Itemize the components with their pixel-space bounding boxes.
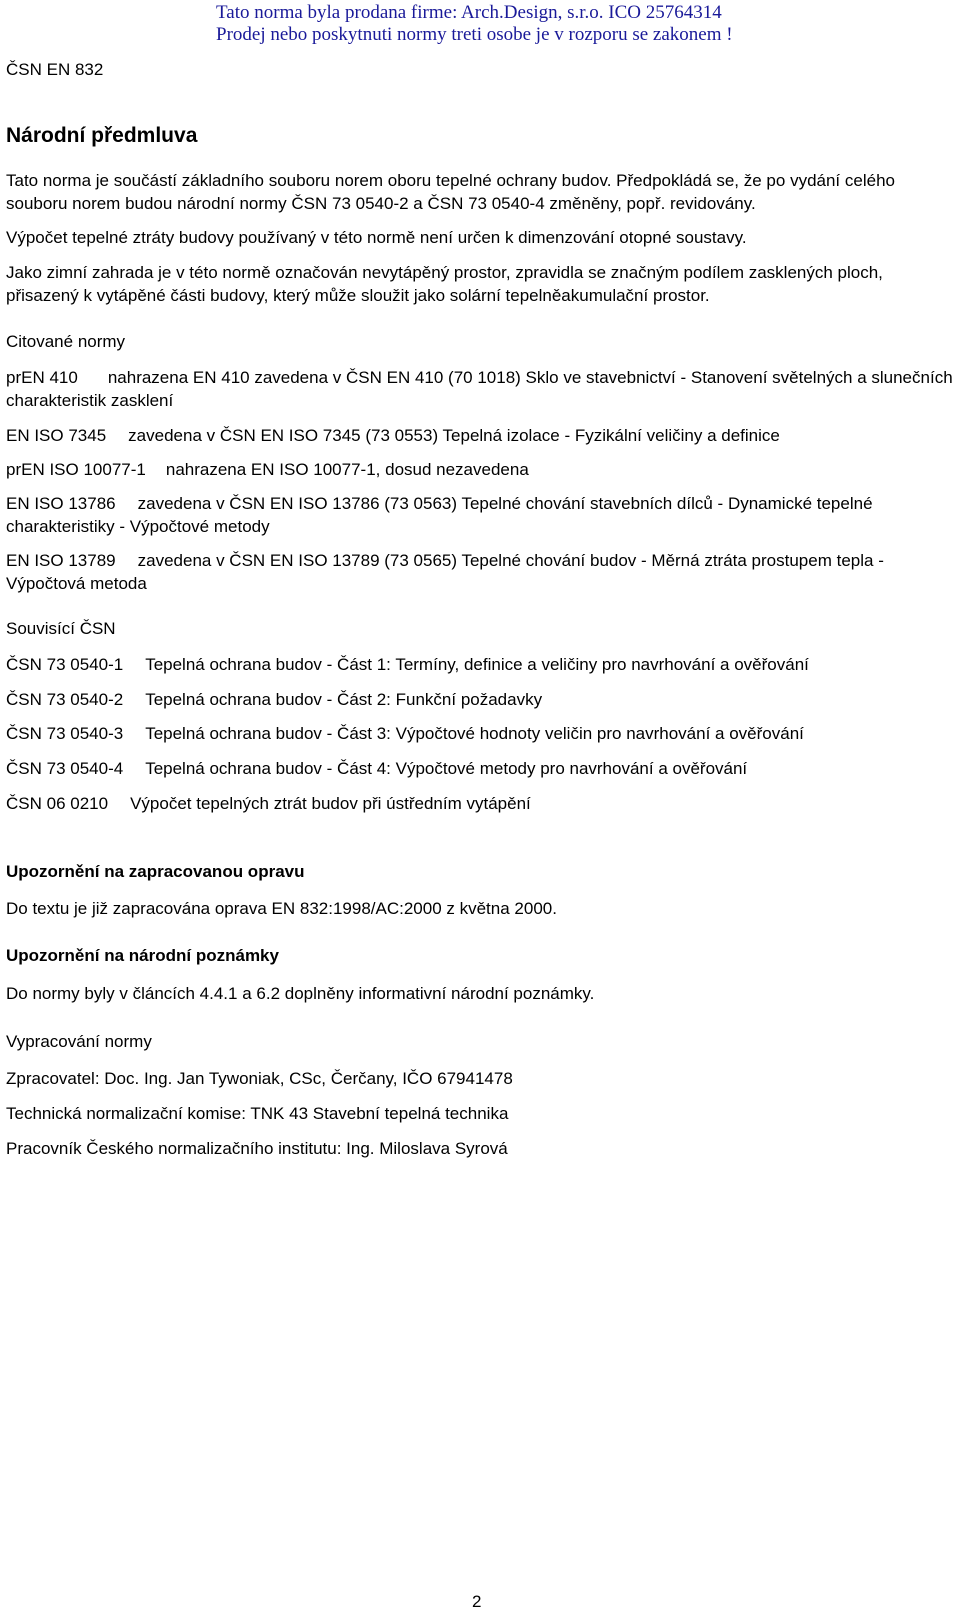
cited-text: zavedena v ČSN EN ISO 13789 (73 0565) Tepelné chování budov - Měrná ztráta prostupem tepla - Výpočtová metoda [6, 551, 884, 593]
intro-paragraph-2: Výpočet tepelné ztráty budovy používaný v této normě není určen k dimenzování otopné soustavy. [6, 228, 747, 247]
related-text: Tepelná ochrana budov - Část 4: Výpočtové metody pro navrhování a ověřování [145, 759, 748, 778]
related-code: ČSN 06 0210 [6, 794, 109, 813]
cited-text: nahrazena EN 410 zavedena v ČSN EN 410 (70 1018) Sklo ve stavebnictví - Stanovení světelných a slunečních charakteristik zasklení [6, 368, 953, 410]
cited-item [6, 492, 956, 538]
cited-code: EN ISO 13789 [6, 551, 116, 570]
cited-code: prEN ISO 10077-1 [6, 460, 146, 479]
correction-text: Do textu je již zapracována oprava EN 832:1998/AC:2000 z května 2000. [6, 899, 557, 918]
preparation-line: Zpracovatel: Doc. Ing. Jan Tywoniak, CSc, Čerčany, IČO 67941478 [6, 1069, 513, 1088]
national-notes-text: Do normy byly v článcích 4.4.1 a 6.2 doplněny informativní národní poznámky. [6, 984, 595, 1003]
cited-code: prEN 410 [6, 368, 78, 387]
cited-item [6, 424, 956, 447]
related-code: ČSN 73 0540-2 [6, 690, 124, 709]
cited-item [6, 549, 956, 595]
related-code: ČSN 73 0540-4 [6, 759, 124, 778]
related-text: Výpočet tepelných ztrát budov při ústředním vytápění [130, 794, 531, 813]
cited-code: EN ISO 13786 [6, 494, 116, 513]
related-text: Tepelná ochrana budov - Část 2: Funkční požadavky [145, 690, 543, 709]
cited-heading: Citované normy [6, 332, 126, 351]
related-heading: Souvisící ČSN [6, 619, 116, 638]
related-item [6, 792, 956, 815]
document-header: ČSN EN 832 [6, 60, 104, 79]
intro-paragraph-1: Tato norma je součástí základního souboru norem oboru tepelné ochrany budov. Předpokládá se, že po vydání celého souboru norem budou národní normy ČSN 73 0540-2 a ČSN 73 0540-4 změněny, popř. revidovány. [6, 171, 895, 213]
page-number: 2 [472, 1592, 482, 1611]
related-item [6, 653, 956, 676]
intro-paragraph-3: Jako zimní zahrada je v této normě označován nevytápěný prostor, zpravidla se značným podílem zasklených ploch, přisazený k vytápěné části budovy, který může sloužit jako solární tepelněakumulační prostor. [6, 263, 883, 305]
preparation-heading: Vypracování normy [6, 1032, 152, 1051]
related-text: Tepelná ochrana budov - Část 3: Výpočtové hodnoty veličin pro navrhování a ověřování [145, 724, 804, 743]
cited-item [6, 366, 956, 412]
related-code: ČSN 73 0540-1 [6, 655, 124, 674]
related-code: ČSN 73 0540-3 [6, 724, 124, 743]
watermark-line-2: Prodej nebo poskytnuti normy treti osobe je v rozporu se zakonem ! [216, 24, 733, 45]
correction-heading: Upozornění na zapracovanou opravu [6, 862, 305, 881]
national-notes-heading: Upozornění na národní poznámky [6, 946, 279, 965]
related-item [6, 757, 956, 780]
cited-code: EN ISO 7345 [6, 426, 107, 445]
related-text: Tepelná ochrana budov - Část 1: Termíny, definice a veličiny pro navrhování a ověřování [145, 655, 809, 674]
watermark-line-1: Tato norma byla prodana firme: Arch.Design, s.r.o. ICO 25764314 [216, 2, 722, 23]
cited-text: zavedena v ČSN EN ISO 7345 (73 0553) Tepelná izolace - Fyzikální veličiny a definice [128, 426, 780, 445]
cited-text: nahrazena EN ISO 10077-1, dosud nezavedena [165, 460, 529, 479]
page-title: Národní předmluva [6, 124, 198, 147]
preparation-line: Pracovník Českého normalizačního institutu: Ing. Miloslava Syrová [6, 1139, 508, 1158]
related-item [6, 722, 956, 745]
related-item [6, 688, 956, 711]
cited-item [6, 458, 956, 481]
cited-text: zavedena v ČSN EN ISO 13786 (73 0563) Tepelné chování stavebních dílců - Dynamické tepelné charakteristiky - Výpočtové metody [6, 494, 873, 536]
preparation-line: Technická normalizační komise: TNK 43 Stavební tepelná technika [6, 1104, 509, 1123]
